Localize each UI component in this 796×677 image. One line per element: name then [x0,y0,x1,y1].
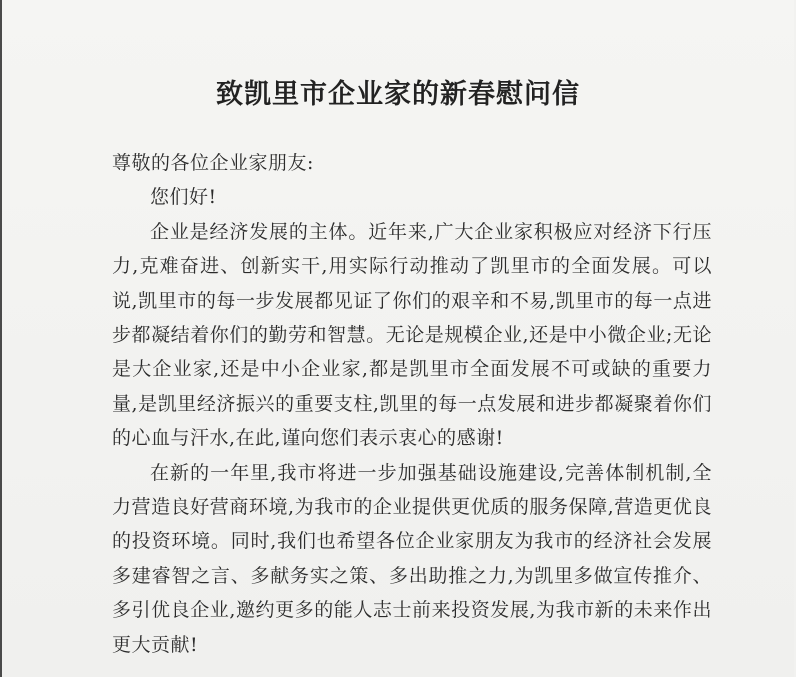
letter-title: 致凯里市企业家的新春慰问信 [216,79,580,110]
letter-body [112,146,712,662]
paragraph-2: 在新的一年里,我市将进一步加强基础设施建设,完善体制机制,全力营造良好营商环境,为我市的企业提供更优质的服务保障,营造更优良的投资环境。同时,我们也希望各位企业家朋友为我市的经济社会发展多建睿智之言、多献务实之策、多出助推之力,为凯里多做宣传推介、多引优良企业,邀约更多的能人志士前来投资发展,为我市新的未来作出更大贡献! [112,461,712,656]
greeting: 您们好! [150,186,217,209]
paragraph-1: 企业是经济发展的主体。近年来,广大企业家积极应对经济下行压力,克难奋进、创新实干,用实际行动推动了凯里市的全面发展。可以说,凯里市的每一步发展都见证了你们的艰辛和不易,凯里市的每一点进步都凝结着你们的勤劳和智慧。无论是规模企业,还是中小微企业;无论是大企业家,还是中小企业家,都是凯里市全面发展不可或缺的重要力量,是凯里经济振兴的重要支柱,凯里的每一点发展和进步都凝聚着你们的心血与汗水,在此,谨向您们表示衷心的感谢! [112,220,712,450]
salutation: 尊敬的各位企业家朋友: [112,152,314,174]
